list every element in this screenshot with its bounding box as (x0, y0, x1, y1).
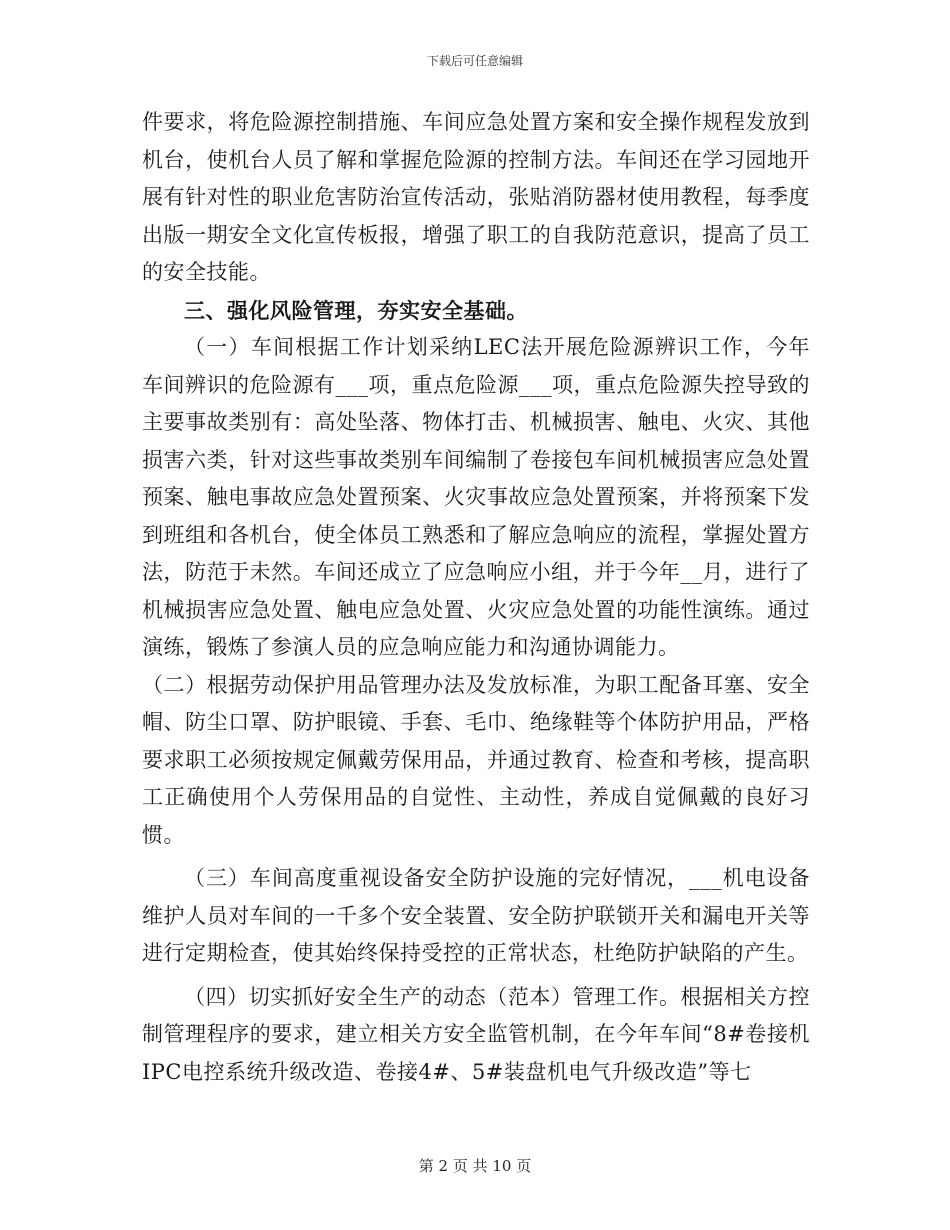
paragraph-continuation: 件要求，将危险源控制措施、车间应急处置方案和安全操作规程发放到机台，使机台人员了解和掌握危险源的控制方法。车间还在学习园地开展有针对性的职业危害防治宣传活动，张贴消防器材使用教程，每季度出版一期安全文化宣传板报，增强了职工的自我防范意识，提高了员工的安全技能。 (142, 110, 810, 284)
paragraph-item-4: （四）切实抓好安全生产的动态（范本）管理工作。根据相关方控制管理程序的要求，建立相关方安全监管机制，在今年车间“8#卷接机IPC电控系统升级改造、卷接4#、5#装盘机电气升级改造”等七 (142, 984, 810, 1084)
paragraph-item-2: （二）根据劳动保护用品管理办法及发放标准，为职工配备耳塞、安全帽、防尘口罩、防护眼镜、手套、毛巾、绝缘鞋等个体防护用品，严格要求职工必须按规定佩戴劳保用品，并通过教育、检查和考核，提高职工正确使用个人劳保用品的自觉性、主动性，养成自觉佩戴的良好习惯。 (142, 672, 810, 847)
paragraph-item-1: （一）车间根据工作计划采纳LEC法开展危险源辨识工作，今年车间辨识的危险源有___项，重点危险源___项，重点危险源失控导致的主要事故类别有：高处坠落、物体打击、机械损害、触电、火灾、其他损害六类，针对这些事故类别车间编制了卷接包车间机械损害应急处置预案、触电事故应急处置预案、火灾事故应急处置预案，并将预案下发到班组和各机台，使全体员工熟悉和了解应急响应的流程，掌握处置方法，防范于未然。车间还成立了应急响应小组，并于今年__月，进行了机械损害应急处置、触电应急处置、火灾应急处置的功能性演练。通过演练，锻炼了参演人员的应急响应能力和沟通协调能力。 (142, 335, 810, 659)
page-footer: 第 2 页 共 10 页 (418, 1157, 532, 1175)
page-header: 下载后可任意编辑 (426, 54, 523, 68)
section-heading-3: 三、强化风险管理，夯实安全基础。 (184, 297, 528, 323)
paragraph-item-3: （三）车间高度重视设备安全防护设施的完好情况，___机电设备维护人员对车间的一千多个安全装置、安全防护联锁开关和漏电开关等进行定期检查，使其始终保持受控的正常状态，杜绝防护缺陷的产生。 (142, 866, 810, 965)
document-body (142, 104, 810, 1091)
